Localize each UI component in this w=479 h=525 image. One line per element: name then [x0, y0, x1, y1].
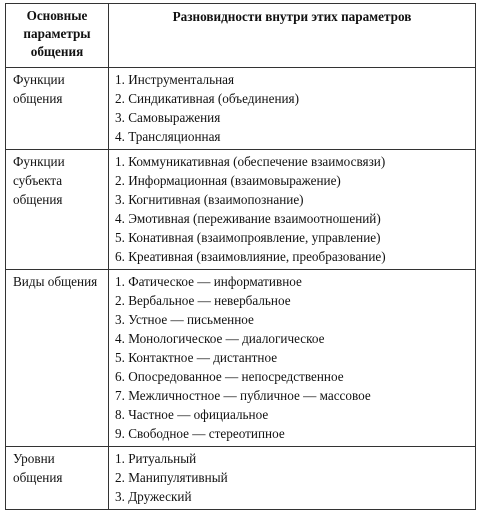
list-item: 1. Коммуникативная (обеспечение взаимосвязи)	[115, 154, 386, 169]
list-item: 3. Устное — письменное	[115, 312, 254, 327]
varieties-cell	[109, 447, 476, 510]
list-item: 4. Эмотивная (переживание взаимоотношений)	[115, 211, 381, 226]
header-parameters: Основные параметры общения	[6, 4, 109, 68]
parameter-cell: Виды общения	[6, 270, 109, 447]
list-item: 8. Частное — официальное	[115, 407, 269, 422]
list-item: 1. Инструментальная	[115, 72, 235, 87]
varieties-cell	[109, 270, 476, 447]
varieties-cell	[109, 150, 476, 270]
parameter-cell: Функции субъекта общения	[6, 150, 109, 270]
list-item: 1. Ритуальный	[115, 451, 197, 466]
list-item: 2. Синдикативная (объединения)	[115, 91, 300, 106]
list-item: 6. Опосредованное — непосредственное	[115, 369, 344, 384]
list-item: 3. Самовыражения	[115, 110, 221, 125]
list-item: 2. Информационная (взаимовыражение)	[115, 173, 341, 188]
list-item: 4. Монологическое — диалогическое	[115, 331, 325, 346]
list-item: 3. Когнитивная (взаимопознание)	[115, 192, 304, 207]
list-item: 5. Контактное — дистантное	[115, 350, 278, 365]
communication-parameters-table	[5, 3, 476, 510]
table-row	[6, 270, 476, 447]
table-row	[6, 68, 476, 150]
varieties-cell	[109, 68, 476, 150]
parameter-cell: Уровни общения	[6, 447, 109, 510]
list-item: 9. Свободное — стереотипное	[115, 426, 285, 441]
list-item: 3. Дружеский	[115, 489, 192, 504]
list-item: 6. Креативная (взаимовлияние, преобразование)	[115, 249, 386, 264]
table-row	[6, 447, 476, 510]
list-item: 5. Конативная (взаимопроявление, управление)	[115, 230, 381, 245]
list-item: 1. Фатическое — информативное	[115, 274, 302, 289]
header-row	[6, 4, 476, 68]
list-item: 2. Манипулятивный	[115, 470, 228, 485]
list-item: 4. Трансляционная	[115, 129, 221, 144]
table-row	[6, 150, 476, 270]
list-item: 7. Межличностное — публичное — массовое	[115, 388, 371, 403]
parameter-cell: Функции общения	[6, 68, 109, 150]
list-item: 2. Вербальное — невербальное	[115, 293, 291, 308]
header-varieties: Разновидности внутри этих параметров	[109, 4, 476, 68]
